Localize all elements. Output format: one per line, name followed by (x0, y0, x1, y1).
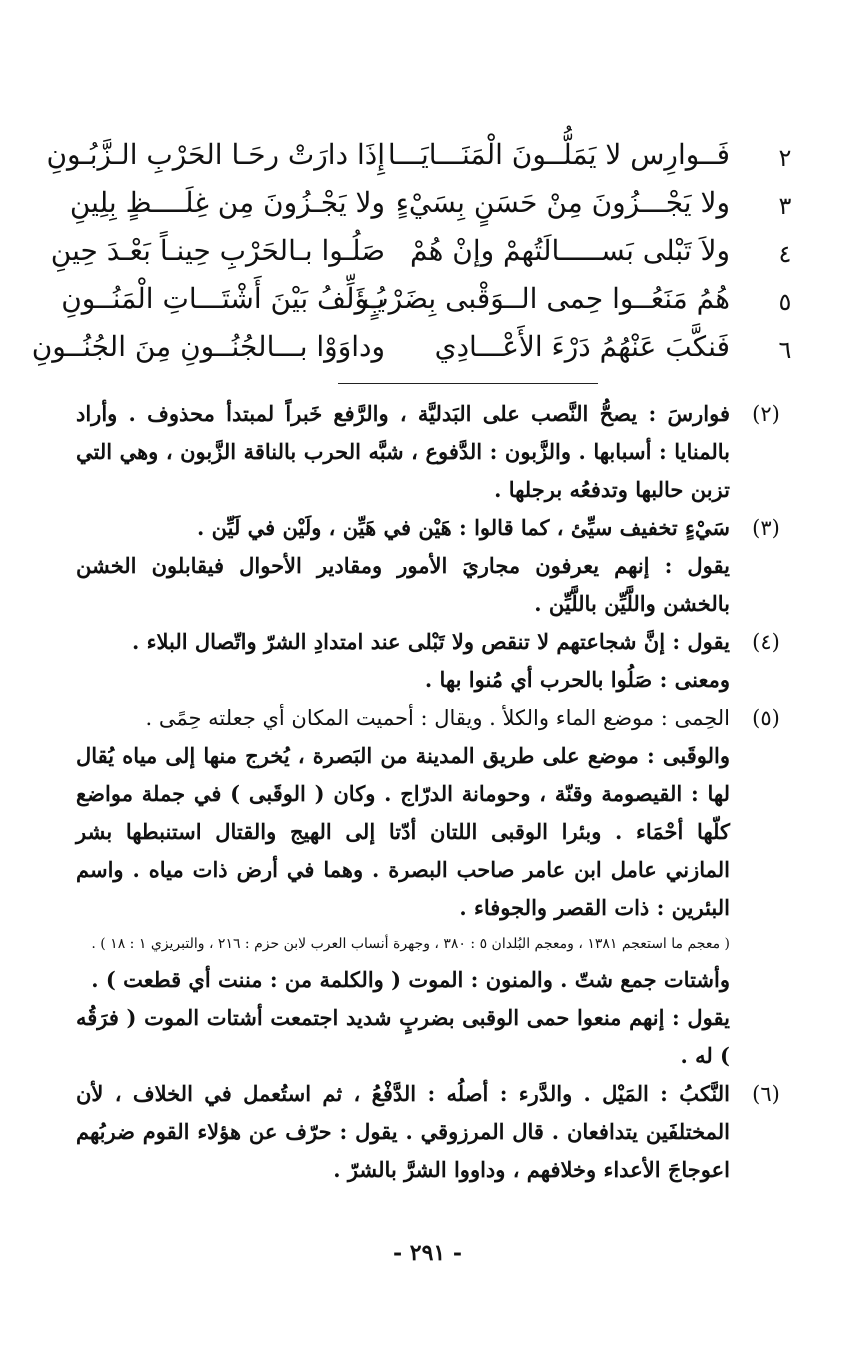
footnote-reference: ( معجم ما استعجم ١٣٨١ ، ومعجم البُلدان ٥ : ٣٨٠ ، وجهرة أنساب العرب لابن حزم : ٢١٦ ، والتبريزي ١ : ١٨ ) . (91, 936, 730, 952)
footnote-text: فوارسَ : يصحُّ النَّصب على البَدليَّة ، والرَّفع خَبراً لمبتدأ محذوف . وأراد بالمنايا : أسبابها . والزَّبون : الدَّفوع ، شبَّه الحرب بالناقة الزَّبون ، وهي التي تزبن حالبها وتدفعُه برجلها . (76, 401, 730, 502)
verse-first-hemistich: فَنكَّبَ عَنْهُمُ دَرْءَ الأَعْـــادِي (434, 330, 730, 363)
verse-4 (50, 234, 800, 282)
verse-second-hemistich: صَلُـوا بـالحَرْبِ حِينـاً بَعْـدَ حِينِ (50, 234, 385, 267)
footnote-number: (٣) (752, 516, 780, 540)
verse-2 (46, 138, 800, 186)
verse-6 (31, 330, 800, 378)
verse-number: ٢ (778, 144, 792, 172)
footnote-number: (٦) (752, 1082, 780, 1106)
footnote-number: (٤) (752, 630, 780, 654)
verse-second-hemistich: إِذَا دارَتْ رحَـا الحَرْبِ الـزَّبُـونِ (46, 138, 385, 171)
verse-number: ٦ (778, 336, 792, 364)
verse-first-hemistich: فَــوارِس لا يَمَلُّــونَ الْمَنَـــايَـــا (387, 138, 730, 171)
footnote-number: (٥) (752, 706, 780, 730)
footnote-text: وأشتات جمع شتّ . والمنون : الموت ( والكلمة من : مننت أي قطعت ) . (91, 967, 730, 992)
footnotes (76, 395, 788, 1189)
verse-second-hemistich: يُـؤَلِّفُ بَيْنَ أَشْتَـــاتِ الْمَنُــونِ (61, 282, 385, 315)
separator-rule (338, 383, 598, 384)
footnote-text: النَّكبُ : المَيْل . والدَّرء : أصلُه : الدَّفْعُ ، ثم استُعمل في الخلاف ، لأن المختلفَين يتدافعان . قال المرزوقي . يقول : حرّف عن هؤلاء القوم ضربُهم اعوجاجَ الأعداء وخلافهم ، وداووا الشرَّ بالشرّ . (76, 1081, 730, 1182)
footnote-text: يقول : إنهم منعوا حمى الوقبى بضربٍ شديد اجتمعت أشتات الموت ( فرَقُه ) له . (76, 1005, 730, 1068)
footnote-text: ومعنى : صَلُوا بالحرب أي مُنوا بها . (424, 667, 730, 692)
verse-number: ٤ (778, 240, 792, 268)
verse-number: ٥ (778, 288, 792, 316)
verse-first-hemistich: ولاَ تَبْلى بَســـــالَتُهمْ وإنْ هُمْ (409, 234, 730, 267)
verse-number: ٣ (778, 192, 792, 220)
verse-second-hemistich: ولا يَجْـزُونَ مِن غِلَــــظٍ بِلِينِ (69, 186, 385, 219)
poem (31, 138, 800, 378)
footnote-text: والوقَبى : موضع على طريق المدينة من البَصرة ، يُخرج منها إلى مياه يُقال لها : القيصومة وقنّة ، وحومانة الدرّاج . وكان ( الوقَبى ) في جملة مواضع كلّها أحْمَاء . وبئرا الوقبى اللتان أدّتا إلى الهيج والقتال استنبطها بشر المازني عامل ابن عامر صاحب البصرة . وهما في أرض ذات مياه . واسم البئرين : ذات القصر والجوفاء . (76, 743, 730, 920)
footnote-2 (76, 395, 788, 509)
footnote-text: يقول : إنهم يعرفون مجاريَ الأمور ومقادير الأحوال فيقابلون الخشن بالخشن واللَّيِّن باللَّيِّن . (76, 553, 730, 616)
footnote-4 (76, 623, 788, 699)
footnote-text: سَيْءٍ تخفيف سيِّئ ، كما قالوا : هَيْن في هَيِّن ، ولَيْن في لَيِّن . (197, 515, 730, 540)
verse-first-hemistich: هُمُ مَنَعُــوا حِمى الــوَقْبى بِضَرْبٍ (362, 282, 730, 315)
verse-3 (60, 186, 800, 234)
verse-5 (60, 282, 800, 330)
footnote-3 (76, 509, 788, 623)
footnote-text: الحِمى : موضع الماء والكلأ . ويقال : أحميت المكان أي جعلته حِمًى . (145, 706, 730, 730)
footnote-5 (76, 699, 788, 1075)
footnote-6 (76, 1075, 788, 1189)
page-number: - ٢٩١ - (392, 1240, 463, 1266)
footnote-number: (٢) (752, 402, 780, 426)
verse-second-hemistich: وداوَوْا بـــالجُنُــونِ مِنَ الجُنُــونِ (31, 330, 385, 363)
footnote-text: يقول : إنَّ شجاعتهم لا تنقص ولا تَبْلى عند امتدادِ الشرّ واتّصال البلاء . (131, 629, 730, 654)
verse-first-hemistich: ولا يَجْـــزُونَ مِنْ حَسَنٍ بِسَيْءٍ (395, 186, 730, 219)
